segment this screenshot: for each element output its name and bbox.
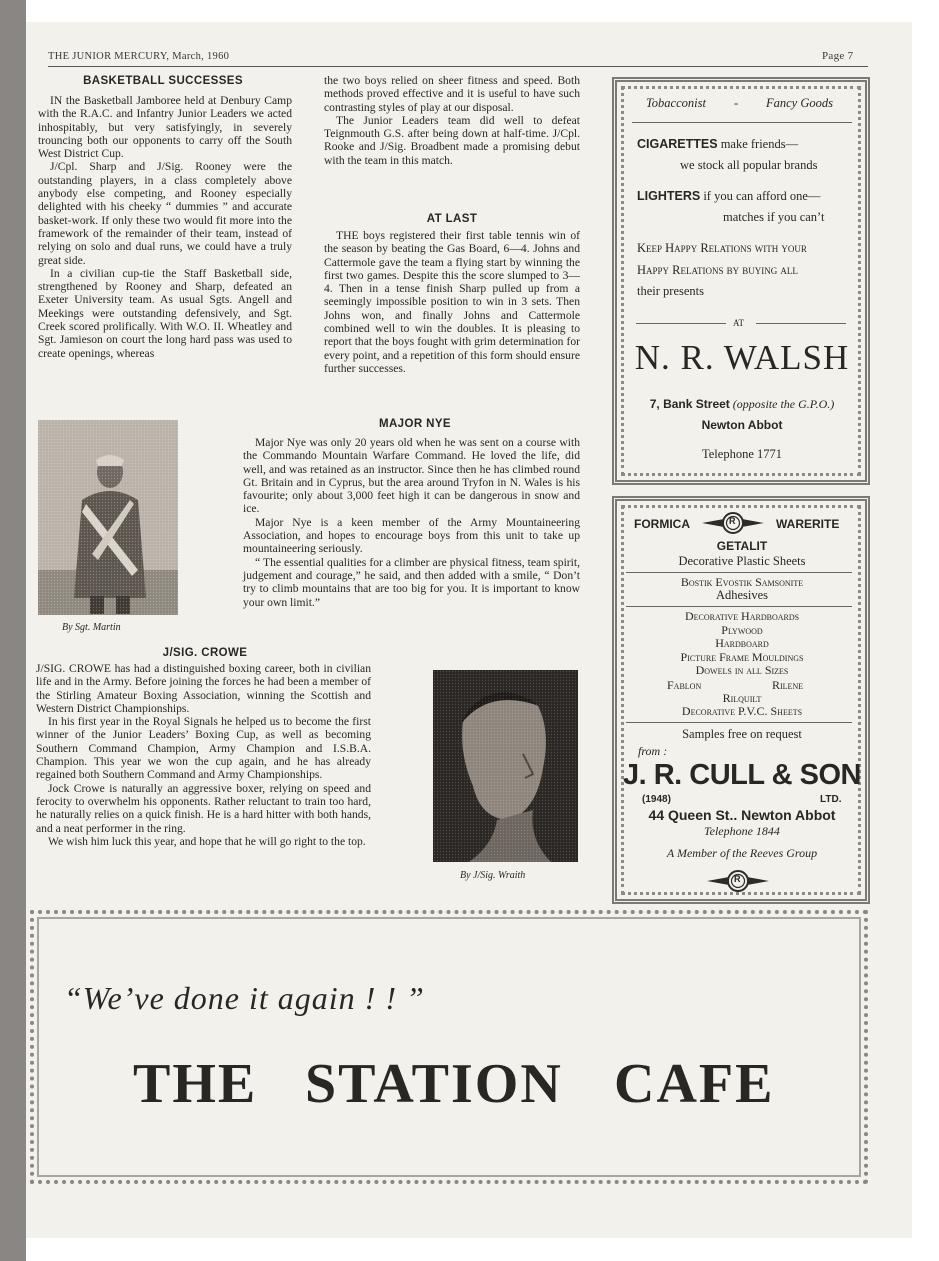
cull-formica: FORMICA (634, 517, 690, 531)
crowe-article (36, 662, 371, 848)
cull-logo-bottom-letter: R (734, 874, 741, 884)
station-cafe-name-the: THE (133, 1053, 258, 1115)
major-nye-paragraph: “ The essential qualities for a climber are physical fitness, team spirit, judgement and courage,” he said, and then added with a smile, “ Don’t try to climb mountains that are too big for you. It is important to know your own limit.” (243, 555, 580, 609)
crowe-portrait (433, 670, 578, 862)
cull-member-line: A Member of the Reeves Group (666, 846, 818, 860)
cull-logo-bottom (707, 870, 769, 892)
walsh-lighters-bold: LIGHTERS (637, 189, 701, 203)
cull-getalit: GETALIT (716, 539, 768, 553)
crowe-caption: By J/Sig. Wraith (460, 870, 526, 881)
major-nye-article (243, 436, 580, 609)
cull-samples: Samples free on request (682, 727, 802, 741)
cull-logo-top-letter: R (729, 516, 736, 526)
cull-rilene: Rilene (772, 678, 804, 692)
crowe-paragraph: J/SIG. CROWE has had a distinguished boxing career, both in civilian life and in the Army. Before joining the forces he had been a member of the Stirling Amateur Boxing Association, winning the Scottish and Western District Championships. (36, 662, 371, 715)
walsh-lighters-text: if you can afford one— (703, 189, 821, 203)
basketball-paragraph: The Junior Leaders team did well to defeat Teignmouth G.S. after being down at half-time. J/Cpl. Rooke and J/Sig. Broadbent made a promising debut with the team in this match. (324, 113, 580, 167)
cull-rule-2 (626, 606, 852, 607)
walsh-brands-line: we stock all popular brands (680, 158, 818, 172)
walsh-lighters-line (637, 189, 820, 204)
cull-product: Hardboard (715, 636, 769, 650)
crowe-heading: J/SIG. CROWE (162, 647, 248, 659)
running-header: THE JUNIOR MERCURY, March, 1960 (48, 51, 230, 62)
cull-fablon: Fablon (667, 678, 702, 692)
cull-adhesives: Adhesives (715, 588, 769, 602)
cull-ltd: LTD. (820, 794, 842, 805)
station-cafe-tagline: “We’ve done it again ! ! ” (64, 980, 425, 1016)
basketball-paragraph: IN the Basketball Jamboree held at Denbury Camp with the R.A.C. and Infantry Junior Leaders we acted inhospitably, but very satisfyingly, in severely trouncing both our opponents to carry off the South West District Cup. (38, 94, 292, 161)
basketball-paragraph: In a civilian cup-tie the Staff Basketball side, strengthened by Rooney and Sharp, defeated an Exeter University team. As usual Sgts. Angell and Meekings were outstanding defensively, and Sgt. Creek scored prolifically. With W.O. II. Wheatley and Sgt. Jamieson on court the long hard pass was used to create openings, whereas (38, 266, 292, 360)
crowe-paragraph: In his first year in the Royal Signals he helped us to become the first winner of the Junior Leaders’ Boxing Cup, as well as becoming Southern Command Champion, Army Champion and I.S.B.A. Champion. This year we won the cup again, and he has already regained both Southern Command and Army Championships. (36, 715, 371, 782)
cull-rilquilt: Rilquilt (722, 691, 762, 705)
walsh-street: 7, Bank Street (649, 397, 730, 411)
at-last-paragraph: THE boys registered their first table tennis win of the season by beating the Gas Board, 6—4. Johns and Cattermole gave the team a flying start by winning the first two games. Despite this the score slumped to 3—4. Then in a tense finish Sharp pulled up from a seemingly impossible position to win in 3 sets. Then Johns won, and finally Johns and Cattermole combined well to win the doubles. It is pleasing to report that the boys fought with grim determination for every point, and a repetition of this form should ensure further successes. (324, 229, 580, 375)
walsh-telephone: Telephone 1771 (701, 447, 782, 461)
crowe-paragraph: We wish him luck this year, and hope that he will go right to the top. (48, 834, 366, 848)
cull-product-list (622, 610, 862, 678)
basketball-heading: BASKETBALL SUCCESSES (83, 75, 243, 87)
station-cafe-inner-border (37, 917, 861, 1177)
walsh-at-rule-left (636, 323, 726, 324)
cull-plastic-sheets: Decorative Plastic Sheets (678, 554, 806, 568)
cull-product: Decorative Hardboards (684, 609, 800, 623)
scan-margin-bottom (26, 1238, 939, 1261)
walsh-keep-line-3: their presents (637, 284, 704, 298)
walsh-address-line (622, 397, 862, 412)
cull-product: Dowels in all Sizes (695, 663, 789, 677)
walsh-cigarettes-text: make friends— (720, 137, 799, 151)
cull-warerite: WARERITE (776, 517, 840, 531)
header-rule (48, 66, 868, 67)
walsh-keep-line-1: Keep Happy Relations with your (637, 241, 807, 255)
cull-name: J. R. CULL & SON (623, 759, 861, 791)
walsh-opposite: (opposite the G.P.O.) (732, 397, 835, 411)
walsh-name: N. R. WALSH (634, 338, 850, 377)
cull-logo-top (702, 512, 764, 534)
station-cafe-name-cafe: CAFE (614, 1053, 775, 1115)
walsh-fancy-goods: Fancy Goods (766, 96, 833, 110)
at-last-article (324, 229, 580, 375)
cull-product: Plywood (721, 622, 763, 637)
walsh-rule-1 (632, 122, 852, 123)
basketball-article (38, 94, 292, 360)
walsh-separator: - (734, 96, 739, 110)
basketball-continuation (324, 74, 580, 167)
basketball-paragraph: J/Cpl. Sharp and J/Sig. Rooney were the outstanding players, in a class completely above anybody else competing, and Rooney especially delighted with his cheeky “ dummies ” and accurate basket-work. If only these two would fit more into the framework of the remainder of their team, instead of relying on solo and dual runs, we could have a truly great side. (38, 160, 292, 267)
cull-rule-3 (626, 722, 852, 723)
major-nye-photo (38, 420, 178, 615)
walsh-matches-line: matches if you can’t (723, 210, 825, 224)
walsh-at: AT (733, 318, 744, 328)
major-nye-paragraph: Major Nye is a keen member of the Army Mountaineering Association, and hopes to encourage boys from this unit to take up mountaineering seriously. (243, 515, 580, 556)
cull-product: Picture Frame Mouldings (680, 649, 804, 664)
walsh-tobacconist: Tobacconist (646, 96, 706, 110)
walsh-town: Newton Abbot (701, 418, 783, 432)
at-last-heading: AT LAST (426, 213, 478, 225)
station-cafe-name-station: STATION (305, 1053, 563, 1115)
cull-from: from : (638, 744, 668, 758)
walsh-at-rule-right (756, 323, 846, 324)
walsh-keep-line-2: Happy Relations by buying all (637, 263, 798, 277)
cull-address: 44 Queen St.. Newton Abbot (648, 807, 836, 823)
cull-pvc-sheets: Decorative P.V.C. Sheets (681, 704, 803, 718)
cull-year: (1948) (642, 794, 671, 805)
major-nye-paragraph: Major Nye was only 20 years old when he was sent on a course with the Commando Mountain Warfare Command. He loved the life, did well, and was retained as an instructor. Since then he has climbed round Gt. Britain and in Cyprus, but the area around Tryfon in N. Wales is his favourite; only about 3,000 feet high it can be dangerous in snow and ice. (243, 436, 580, 516)
walsh-cigarettes-line (637, 137, 798, 152)
major-nye-heading: MAJOR NYE (379, 418, 451, 430)
scan-margin-top (26, 0, 939, 22)
cull-adhesive-brands: Bostik Evostik Samsonite (680, 575, 804, 589)
page-number: Page 7 (822, 50, 854, 62)
cull-rule-1 (626, 572, 852, 573)
scan-margin-left (0, 0, 26, 1261)
station-cafe-advert (30, 910, 868, 1184)
major-nye-caption: By Sgt. Martin (62, 622, 121, 633)
crowe-paragraph: Jock Crowe is naturally an aggressive boxer, relying on speed and ferocity to overwhelm his opponents. Rather reluctant to train too hard, he naturally relies on a quick finish. He is a hard hitter with both hands, and a neat performer in the ring. (36, 781, 371, 835)
walsh-cigarettes-bold: CIGARETTES (637, 137, 718, 151)
basketball-paragraph: the two boys relied on sheer fitness and speed. Both methods proved effective and it is useful to have such contrasting styles of play at our disposal. (324, 74, 580, 114)
cull-telephone: Telephone 1844 (704, 824, 780, 838)
